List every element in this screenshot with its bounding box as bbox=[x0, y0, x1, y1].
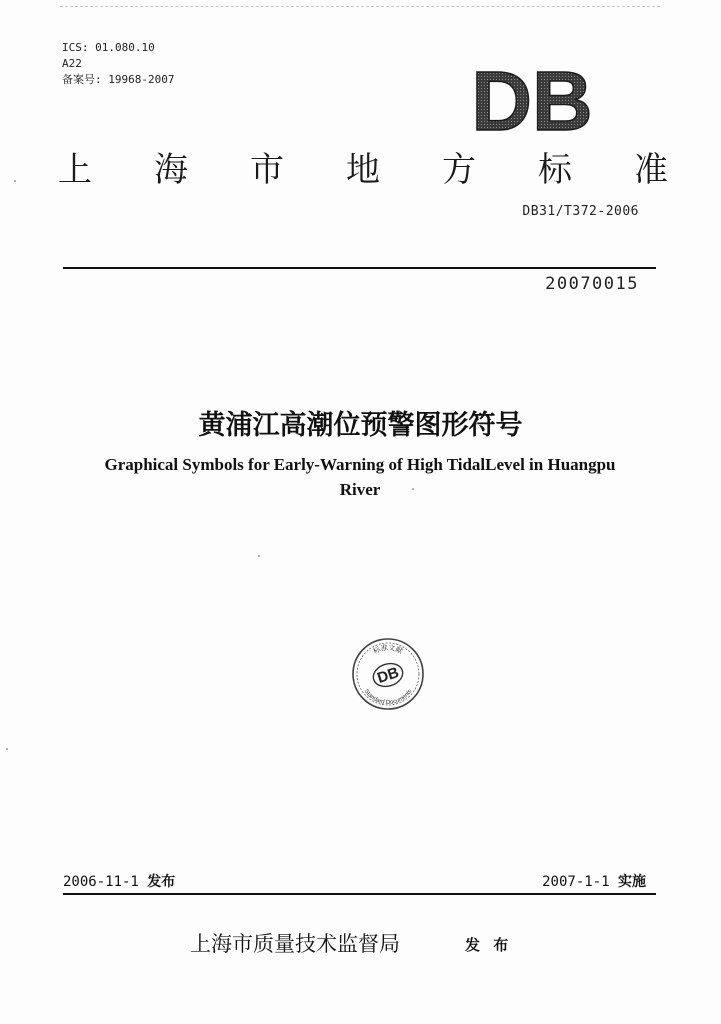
library-seal bbox=[350, 636, 426, 712]
scan-speck bbox=[14, 180, 16, 182]
standard-code: DB31/T372-2006 bbox=[522, 204, 639, 219]
document-title-cn: 黄浦江高潮位预警图形符号 bbox=[198, 410, 523, 441]
heading-char: 上 bbox=[58, 150, 92, 190]
heading-char: 方 bbox=[442, 150, 476, 190]
seal-center-text: DB bbox=[375, 664, 402, 687]
heading-char: 海 bbox=[154, 150, 188, 190]
db-logo bbox=[462, 66, 602, 136]
publish-label: 发布 bbox=[147, 874, 176, 890]
top-divider bbox=[63, 267, 656, 269]
title-en-line-2: River bbox=[339, 480, 381, 499]
date-row bbox=[63, 871, 656, 893]
heading-char: 标 bbox=[538, 150, 572, 190]
standard-type-heading bbox=[58, 148, 668, 192]
heading-char: 准 bbox=[634, 150, 668, 190]
effective-date: 2007-1-1 bbox=[542, 874, 610, 890]
document-title-en bbox=[60, 452, 660, 502]
bottom-divider bbox=[63, 893, 656, 895]
publish-info bbox=[63, 871, 175, 891]
db-logo-text: DB bbox=[471, 66, 593, 136]
category-code: A22 bbox=[62, 57, 82, 70]
title-en-line-1: Graphical Symbols for Early-Warning of High TidalLevel in Huangpu bbox=[104, 455, 616, 474]
seal-bottom-text: Standard Documents bbox=[362, 688, 414, 707]
publish-date: 2006-11-1 bbox=[63, 874, 139, 890]
issue-action: 发 布 bbox=[465, 936, 513, 954]
heading-char: 地 bbox=[346, 150, 380, 190]
seal-top-text: 标准文献 bbox=[372, 643, 404, 656]
issuing-authority: 上海市质量技术监督局 bbox=[190, 932, 400, 956]
classification-block bbox=[62, 40, 174, 88]
scan-edge-line bbox=[60, 6, 660, 7]
serial-number: 20070015 bbox=[545, 274, 639, 294]
scan-speck bbox=[412, 488, 414, 490]
scan-speck bbox=[6, 748, 8, 750]
filing-number: 备案号: 19968-2007 bbox=[62, 73, 175, 86]
effective-info bbox=[542, 871, 646, 891]
effective-label: 实施 bbox=[618, 874, 646, 890]
ics-code: ICS: 01.080.10 bbox=[62, 41, 155, 54]
heading-char: 市 bbox=[250, 150, 284, 190]
scan-speck bbox=[258, 555, 260, 557]
